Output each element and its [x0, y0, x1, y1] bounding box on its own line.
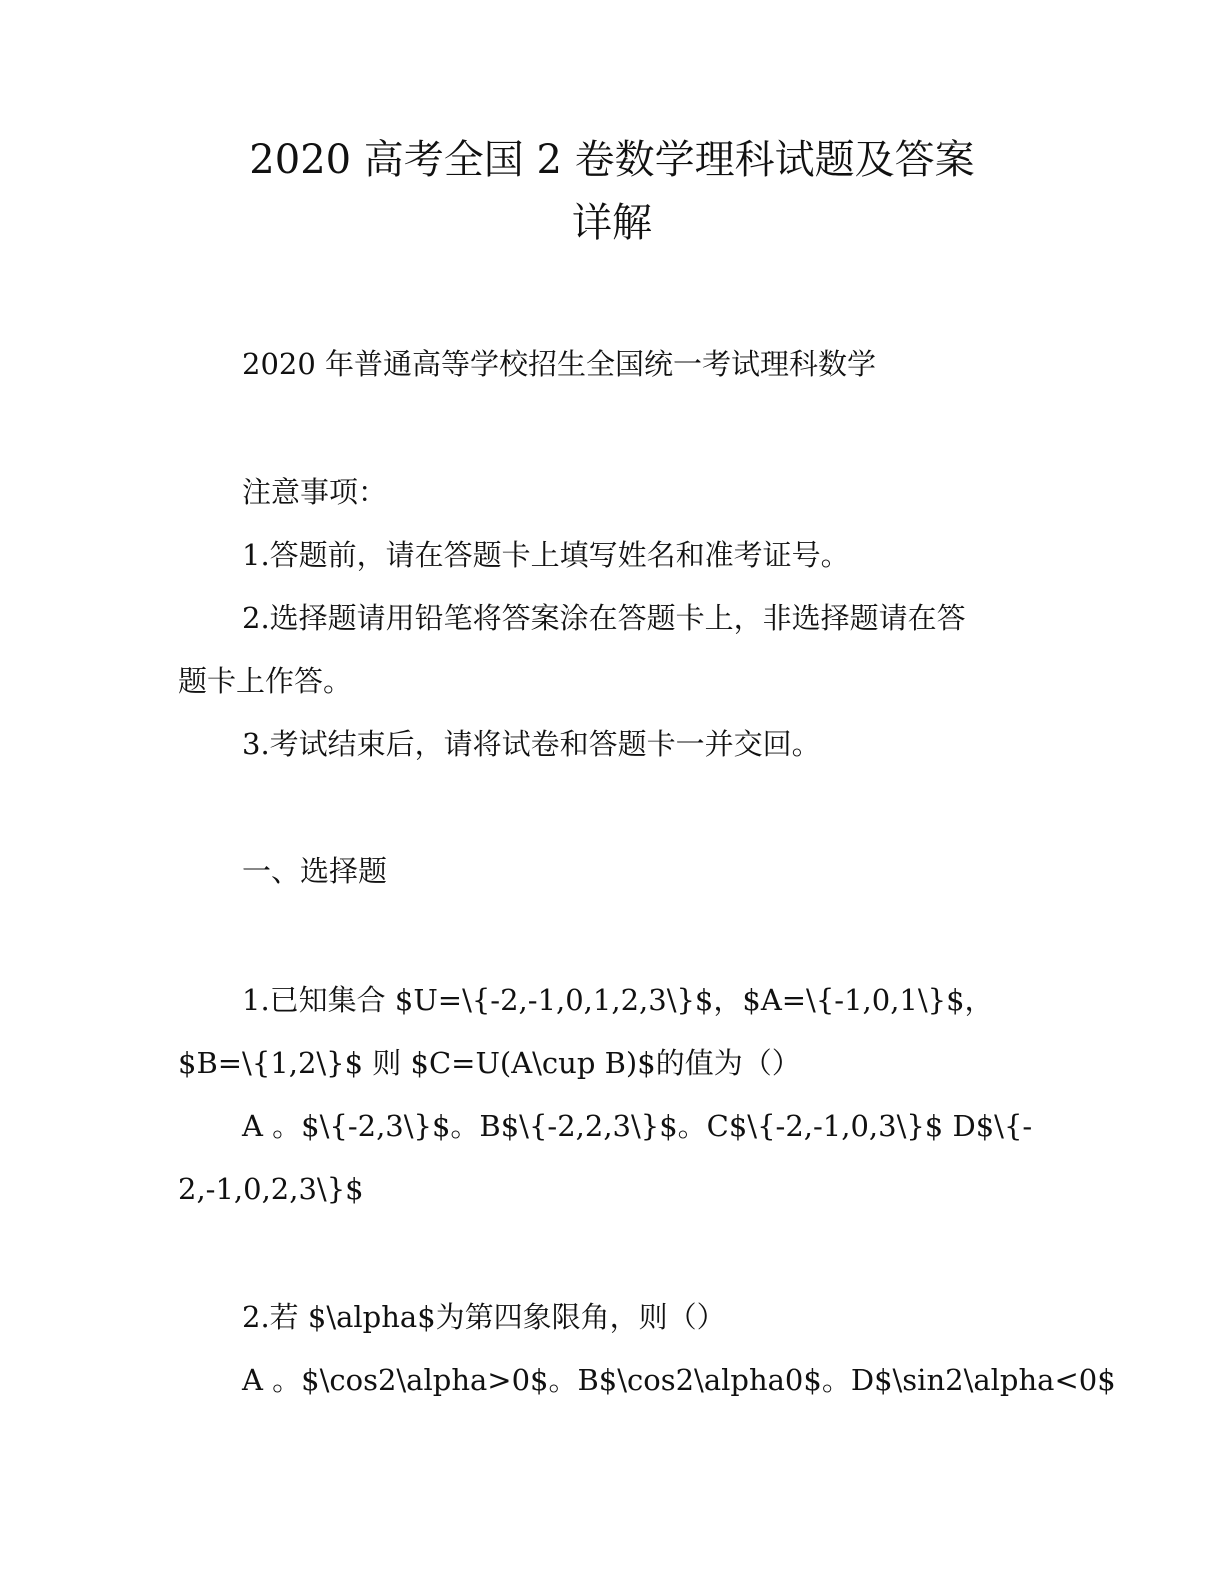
notice-item-3: 3.考试结束后，请将试卷和答题卡一并交回。: [242, 727, 821, 761]
document-title-line2: 详解: [572, 200, 652, 246]
notice-heading: 注意事项：: [242, 475, 388, 509]
document-title-line1: 2020 高考全国 2 卷数学理科试题及答案: [249, 137, 975, 183]
question-1-text-continued: $B=\{1,2\}$ 则 $C=U(A\cup B)$的值为（）: [178, 1046, 801, 1080]
question-1-text: 1.已知集合 $U=\{-2,-1,0,1,2,3\}$，$A=\{-1,0,1\}$，: [242, 983, 994, 1017]
question-1-options-continued: 2,-1,0,2,3\}$: [178, 1172, 364, 1206]
exam-subtitle: 2020 年普通高等学校招生全国统一考试理科数学: [242, 347, 877, 381]
question-1-options: A 。$\{-2,3\}$。B$\{-2,2,3\}$。C$\{-2,-1,0,3\}$ D$\{-: [242, 1109, 1033, 1143]
notice-item-2: 2.选择题请用铅笔将答案涂在答题卡上，非选择题请在答: [242, 601, 966, 635]
notice-item-1: 1.答题前，请在答题卡上填写姓名和准考证号。: [242, 538, 850, 572]
notice-item-2-continued: 题卡上作答。: [178, 664, 353, 698]
question-2-options: A 。$\cos2\alpha>0$。B$\cos2\alpha0$。D$\sin2\alpha<0$: [242, 1363, 1116, 1397]
section-heading: 一、选择题: [242, 854, 388, 888]
question-2-text: 2.若 $\alpha$为第四象限角，则（）: [242, 1300, 726, 1334]
